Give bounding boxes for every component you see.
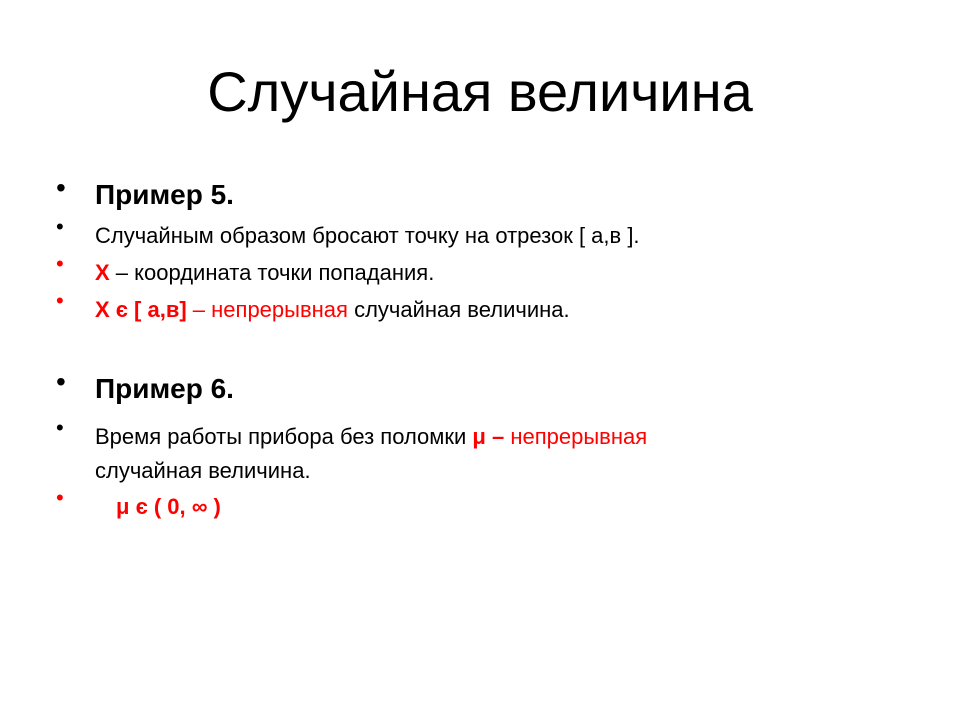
device-time-text xyxy=(95,420,895,488)
coordinate-text xyxy=(95,256,895,290)
coordinate-rest: – координата точки попадания. xyxy=(109,260,435,285)
throw-point-text: Случайным образом бросают точку на отрезок [ а,в ]. xyxy=(95,223,640,248)
mu-interval-text: μ є ( 0, ∞ ) xyxy=(116,494,221,519)
example-6-heading: Пример 6. xyxy=(95,373,234,404)
device-time-line1: Время работы прибора без поломки xyxy=(95,424,473,449)
device-time-line2: случайная величина. xyxy=(95,458,311,483)
continuous-word: – непрерывная xyxy=(186,297,348,322)
x-in-interval: Х є [ а,в] xyxy=(95,297,187,322)
bullet-dot-icon: • xyxy=(56,288,64,313)
continuous-word: непрерывная xyxy=(504,424,648,449)
bullet-item-coordinate xyxy=(56,251,916,290)
bullet-item-device-time xyxy=(56,415,916,490)
bullet-item-throw-point xyxy=(56,214,916,253)
bullet-item-continuous xyxy=(56,288,916,327)
continuous-text xyxy=(95,293,895,327)
example-5-heading: Пример 5. xyxy=(95,179,234,210)
bullet-dot-icon: • xyxy=(56,415,64,440)
continuous-rest: случайная величина. xyxy=(347,297,570,322)
bullet-dot-icon: • xyxy=(56,214,64,239)
mu-dash: – xyxy=(485,424,505,449)
bullet-dot-icon: • xyxy=(56,172,66,203)
bullet-dot-icon: • xyxy=(56,485,64,510)
bullet-dot-icon: • xyxy=(56,251,64,276)
bullet-item-example-6 xyxy=(56,366,916,408)
variable-x: Х xyxy=(95,260,110,285)
slide-title: Случайная величина xyxy=(207,60,753,123)
bullet-dot-icon: • xyxy=(56,366,66,397)
variable-mu: μ xyxy=(472,424,486,449)
bullet-item-example-5 xyxy=(56,172,916,214)
bullet-item-mu-interval xyxy=(56,485,916,524)
